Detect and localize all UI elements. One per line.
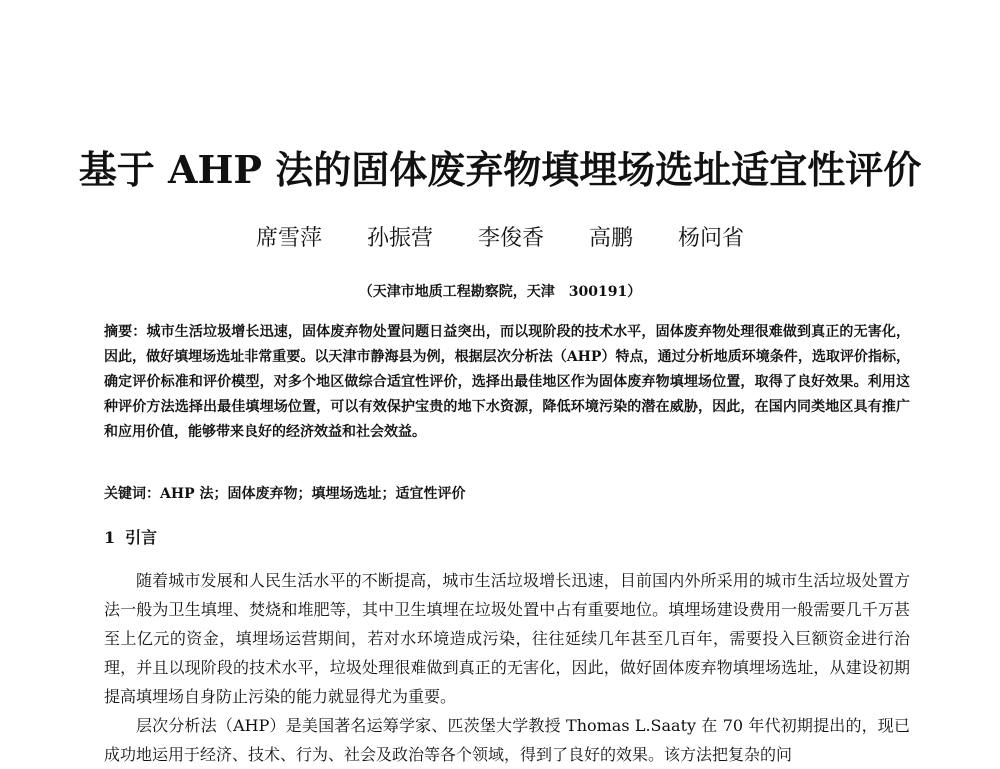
author-name: 孙振营 [366,226,433,251]
body-paragraph: 随着城市发展和人民生活水平的不断提高，城市生活垃圾增长迅速，目前国内外所采用的城市生活垃圾处置方法一般为卫生填埋、焚烧和堆肥等，其中卫生填埋在垃圾处置中占有重要地位。填埋场建设费用一般需要几千万甚至上亿元的资金，填埋场运营期间，若对水环境造成污染，往往延续几年甚至几百年，需要投入巨额资金进行治理，并且以现阶段的技术水平，垃圾处理很难做到真正的无害化，因此，做好固体废弃物填埋场选址，从建设初期提高填埋场自身防止污染的能力就显得尤为重要。 [104,571,910,706]
keywords-label: 关键词： [104,486,160,502]
section-number: 1 [104,528,116,547]
section-title: 引言 [125,528,158,547]
paper-title: 基于 AHP 法的固体废弃物填埋场选址适宜性评价 [78,147,922,192]
section-heading [104,525,157,551]
author-affiliation: （天津市地质工程勘察院，天津 300191） [358,284,642,300]
body-text [104,566,910,769]
author-list [100,222,900,256]
author-name: 杨问省 [678,226,745,251]
abstract-label: 摘要： [104,324,147,340]
author-name: 高鹏 [589,226,634,251]
author-name: 李俊香 [477,226,544,251]
abstract-text: 城市生活垃圾增长迅速，固体废弃物处置问题日益突出，而以现阶段的技术水平，固体废弃物处理很难做到真正的无害化，因此，做好填埋场选址非常重要。以天津市静海县为例，根据层次分析法（AHP）特点，通过分析地质环境条件，选取评价指标，确定评价标准和评价模型，对多个地区做综合适宜性评价，选择出最佳地区作为固体废弃物填埋场位置，取得了良好效果。利用这种评价方法选择出最佳填埋场位置，可以有效保护宝贵的地下水资源，降低环境污染的潜在威胁，因此，在国内同类地区具有推广和应用价值，能够带来良好的经济效益和社会效益。 [104,324,911,440]
keywords [104,482,910,507]
body-paragraph: 层次分析法（AHP）是美国著名运筹学家、匹茨堡大学教授 Thomas L.Saaty 在 70 年代初期提出的，现已成功地运用于经济、技术、行为、社会及政治等各个领域，得到了良好的效果。该方法把复杂的问 [104,716,910,764]
abstract [104,320,910,445]
keywords-text: AHP 法；固体废弃物；填埋场选址；适宜性评价 [160,486,466,502]
author-name: 席雪萍 [255,226,322,251]
